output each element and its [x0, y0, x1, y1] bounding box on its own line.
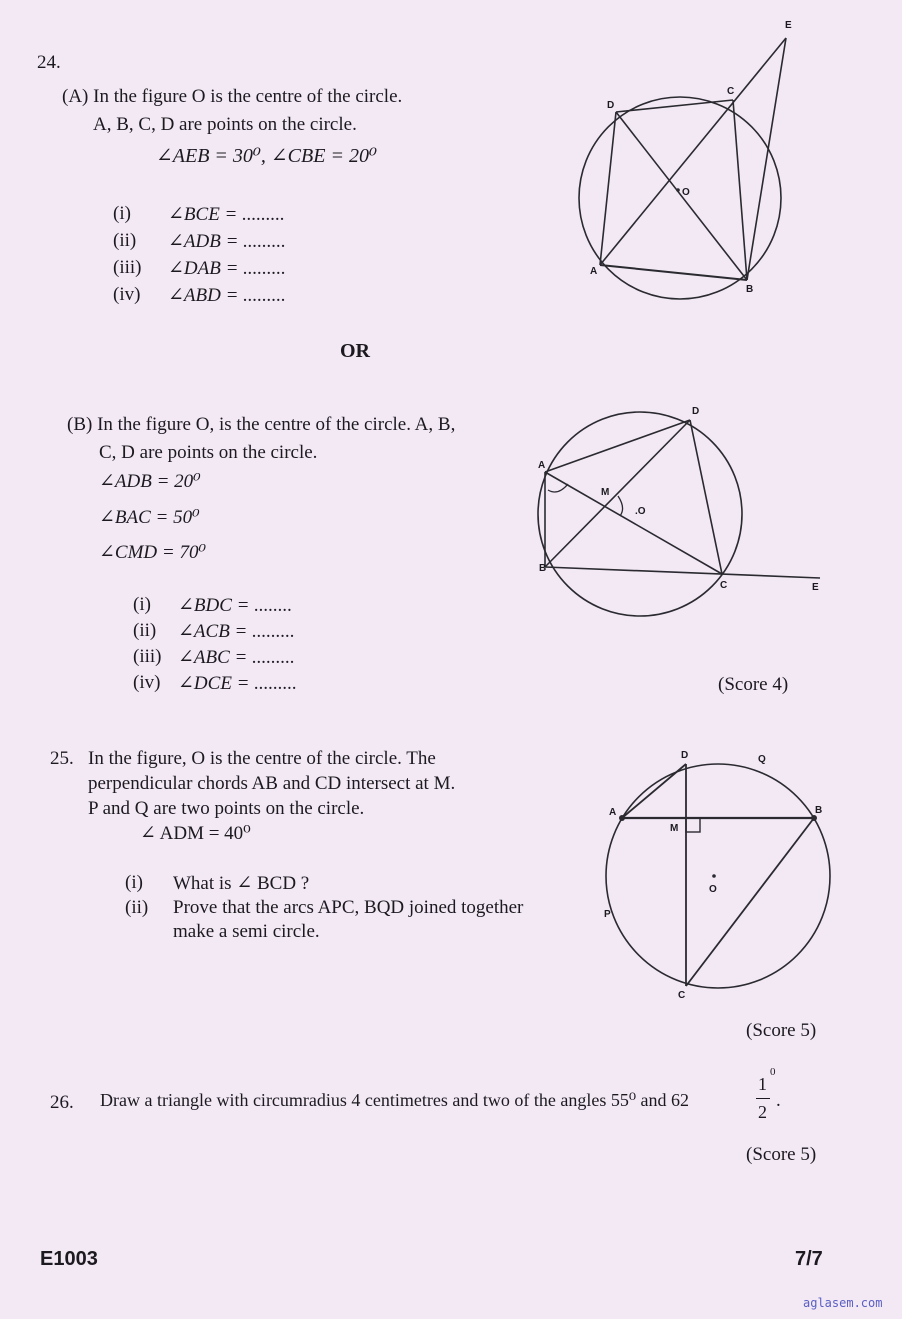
- q25-score: (Score 5): [746, 1020, 817, 1041]
- q24a-item-4-num: (iv): [113, 284, 141, 305]
- q24b-item-1-text: ∠BDC = ........: [178, 595, 293, 616]
- q26-fraction-bar: [756, 1098, 770, 1099]
- q24b-given-3: ∠CMD = 70⁰: [99, 542, 207, 563]
- q24b-item-1-num: (i): [133, 594, 151, 615]
- q24a-point-O: [676, 188, 680, 192]
- q24b-line-BE: [545, 567, 820, 578]
- q25-point-O: [712, 874, 716, 878]
- q25-given: ∠ ADM = 40⁰: [140, 823, 251, 844]
- or-separator: OR: [340, 340, 370, 362]
- q24a-line-CB: [733, 100, 747, 280]
- q25-label-M: M: [670, 823, 679, 834]
- q24b-figure: [530, 395, 830, 635]
- q25-line-3: P and Q are two points on the circle.: [88, 798, 365, 819]
- q24a-label-C: C: [727, 86, 735, 97]
- q24a-item-1-num: (i): [113, 203, 131, 224]
- q25-item-2-num: (ii): [125, 897, 149, 918]
- q24a-line-AD: [600, 112, 616, 265]
- q25-item-1-num: (i): [125, 872, 143, 893]
- q24a-label-E: E: [785, 20, 792, 31]
- q24-score: (Score 4): [718, 674, 789, 695]
- q24a-label-A: A: [590, 266, 598, 277]
- q25-label-C: C: [678, 990, 686, 1001]
- q24a-item-2-text: ∠ADB = .........: [168, 231, 286, 252]
- q24b-given-1: ∠ADB = 20⁰: [99, 471, 201, 492]
- q24b-item-4-num: (iv): [133, 672, 161, 693]
- q24b-item-4-text: ∠DCE = .........: [178, 673, 297, 694]
- q24b-angle-arc-A: [548, 484, 568, 492]
- q24a-intro-line2: A, B, C, D are points on the circle.: [93, 114, 357, 135]
- q25-figure: [595, 745, 835, 1005]
- q25-circle: [606, 764, 830, 988]
- q24a-label-B: B: [746, 284, 754, 295]
- watermark: aglasem.com: [803, 1296, 883, 1310]
- q24b-label-A: A: [538, 460, 546, 471]
- q26-end-period: .: [776, 1090, 781, 1111]
- q24a-line-AB: [600, 265, 747, 280]
- q26-fraction-numerator: 1: [758, 1074, 767, 1094]
- q24b-label-D: D: [692, 406, 700, 417]
- q24a-intro-line1: (A) In the figure O is the centre of the circle.: [62, 86, 403, 107]
- q25-item-2-text: Prove that the arcs APC, BQD joined together: [173, 897, 524, 918]
- q24a-line-BE: [747, 38, 786, 280]
- q24a-line-DC: [616, 100, 733, 112]
- q25-label-D: D: [681, 750, 689, 761]
- q24b-line-AD: [545, 420, 690, 472]
- q26-fraction-denominator: 2: [758, 1102, 767, 1122]
- q25-item-2-continued: make a semi circle.: [173, 921, 320, 942]
- q24-number: 24.: [37, 52, 61, 73]
- q24a-item-3-num: (iii): [113, 257, 142, 278]
- q24b-intro-line2: C, D are points on the circle.: [99, 442, 318, 463]
- q25-label-P: P: [604, 909, 611, 920]
- q25-number: 25.: [50, 748, 74, 769]
- q24b-label-B: B: [539, 563, 547, 574]
- q24a-label-O: O: [682, 187, 690, 198]
- q25-line-1: In the figure, O is the centre of the circle. The: [88, 748, 436, 769]
- q24b-item-3-num: (iii): [133, 646, 162, 667]
- q25-line-2: perpendicular chords AB and CD intersect at M.: [88, 773, 456, 794]
- q24b-label-O: .O: [635, 506, 646, 517]
- q26-number: 26.: [50, 1092, 74, 1113]
- q25-line-AD: [622, 764, 686, 818]
- q26-score: (Score 5): [746, 1144, 817, 1165]
- page-number: 7/7: [795, 1248, 823, 1270]
- q25-point-A: [619, 815, 625, 821]
- q24b-item-2-text: ∠ACB = .........: [178, 621, 295, 642]
- q24a-item-1-text: ∠BCE = .........: [168, 204, 285, 225]
- q24a-item-3-text: ∠DAB = .........: [168, 258, 286, 279]
- q26-fraction-degree: 0: [770, 1066, 776, 1078]
- q24a-given: ∠AEB = 30⁰, ∠CBE = 20⁰: [156, 145, 377, 167]
- q24b-given-2: ∠BAC = 50⁰: [99, 507, 200, 528]
- q25-label-Q: Q: [758, 754, 766, 765]
- q25-label-B: B: [815, 805, 823, 816]
- q24a-figure: [570, 10, 820, 320]
- q24b-angle-arc-M: [618, 496, 623, 516]
- q24b-label-C: C: [720, 580, 728, 591]
- q25-label-A: A: [609, 807, 617, 818]
- q24b-line-DC: [690, 420, 722, 574]
- q24b-label-M: M: [601, 487, 610, 498]
- q24a-label-D: D: [607, 100, 615, 111]
- exam-code: E1003: [40, 1248, 98, 1270]
- q24a-item-2-num: (ii): [113, 230, 137, 251]
- q24a-circle: [579, 97, 781, 299]
- q26-text: Draw a triangle with circumradius 4 centimetres and two of the angles 55⁰ and 62: [100, 1090, 690, 1110]
- q25-line-BC: [686, 818, 814, 986]
- q24b-item-3-text: ∠ABC = .........: [178, 647, 295, 668]
- q24b-item-2-num: (ii): [133, 620, 157, 641]
- q24b-label-E: E: [812, 582, 819, 593]
- q25-right-angle-mark: [686, 818, 700, 832]
- q24a-item-4-text: ∠ABD = .........: [168, 285, 286, 306]
- q25-item-1-text: What is ∠ BCD ?: [173, 873, 310, 894]
- q24b-line-AC: [545, 472, 722, 574]
- q24b-intro-line1: (B) In the figure O, is the centre of the circle. A, B,: [67, 414, 456, 435]
- q24a-line-AE: [600, 38, 786, 265]
- q25-label-O: O: [709, 884, 717, 895]
